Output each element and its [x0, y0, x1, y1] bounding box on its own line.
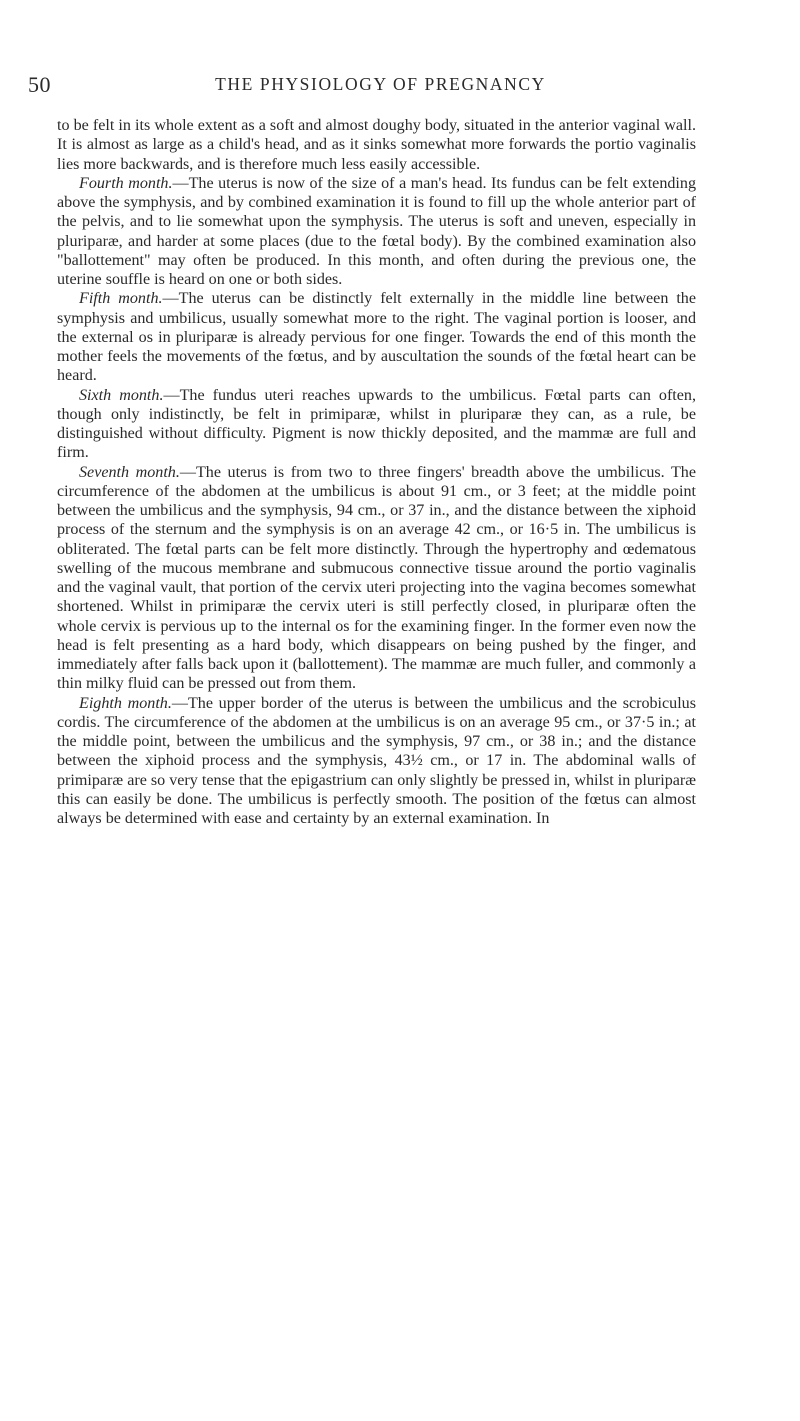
paragraph-continuation [57, 116, 696, 174]
paragraph-text: —The fundus uteri reaches upwards to the umbilicus. Fœtal parts can often, though only indistinctly, be felt in primiparæ, whilst in pluriparæ they can, as a rule, be distinguished without difficulty. Pigment is now thickly deposited, and the mammæ are full and firm. [57, 386, 696, 462]
body-text [57, 116, 696, 828]
paragraph-text: —The uterus can be distinctly felt externally in the middle line between the symphysis and umbilicus, usually somewhat more to the right. The vaginal portion is looser, and the external os in pluriparæ is already pervious for one finger. Towards the end of this month the mother feels the movements of the fœtus, and by auscultation the sounds of the fœtal heart can be heard. [57, 290, 696, 385]
page-header [28, 72, 678, 102]
paragraph-text: to be felt in its whole extent as a soft and almost doughy body, situated in the anterior vaginal wall. It is almost as large as a child's head, and as it sinks somewhat more forwards the portio vaginalis lies more backwards, and is therefore much less easily accessible. [57, 117, 696, 173]
running-title: THE PHYSIOLOGY OF PREGNANCY [215, 74, 546, 94]
paragraph-text: —The uterus is from two to three fingers' breadth above the umbilicus. The circumference of the abdomen at the umbilicus is about 91 cm., or 3 feet; at the middle point between the umbilicus and the symphysis, 94 cm., or 37 in., and the distance between the xiphoid process of the sternum and the symphysis is on an average 42 cm., or 16·5 in. The umbilicus is obliterated. The fœtal parts can be felt more distinctly. Through the hypertrophy and œdematous swelling of the mucous membrane and submucous connective tissue around the portio vaginalis and the vaginal vault, that portion of the cervix uteri projecting into the vagina becomes somewhat shortened. Whilst in primiparæ the cervix uteri is still perfectly closed, in pluriparæ often the whole cervix is pervious up to the internal os for the examining finger. In the former even now the head is felt presenting as a hard body, which disappears on being pushed by the finger, and immediately after falls back upon it (ballottement). The mammæ are much fuller, and commonly a thin milky fluid can be pressed out from them. [57, 463, 696, 693]
month-heading: Eighth month. [79, 694, 172, 712]
paragraph-fourth-month [57, 174, 696, 290]
month-heading: Fourth month. [79, 174, 173, 192]
paragraph-text: —The upper border of the uterus is between the umbilicus and the scrobiculus cordis. The circumference of the abdomen at the umbilicus is on an average 95 cm., or 37·5 in.; at the middle point, between the umbilicus and the symphysis, 97 cm., or 38 in.; and the distance between the xiphoid process and the symphysis, 43½ cm., or 17 in. The abdominal walls of primiparæ are so very tense that the epigastrium can only slightly be pressed in, whilst in pluriparæ this can easily be done. The umbilicus is perfectly smooth. The position of the fœtus can almost always be determined with ease and certainty by an external examination. In [57, 694, 696, 827]
paragraph-text: —The uterus is now of the size of a man's head. Its fundus can be felt extending above the symphysis, and by combined examination it is found to fill up the whole anterior part of the pelvis, and to lie somewhat upon the symphysis. The uterus is soft and uneven, especially in pluriparæ, and harder at some places (due to the fœtal body). By the combined examination also "ballottement" may often be produced. In this month, and often during the previous one, the uterine souffle is heard on one or both sides. [57, 174, 696, 288]
month-heading: Seventh month. [79, 463, 180, 481]
month-heading: Sixth month. [79, 386, 164, 404]
month-heading: Fifth month. [79, 290, 163, 308]
paragraph-sixth-month [57, 386, 696, 463]
paragraph-eighth-month [57, 694, 696, 829]
page-number: 50 [28, 72, 51, 97]
paragraph-fifth-month [57, 289, 696, 385]
paragraph-seventh-month [57, 463, 696, 694]
